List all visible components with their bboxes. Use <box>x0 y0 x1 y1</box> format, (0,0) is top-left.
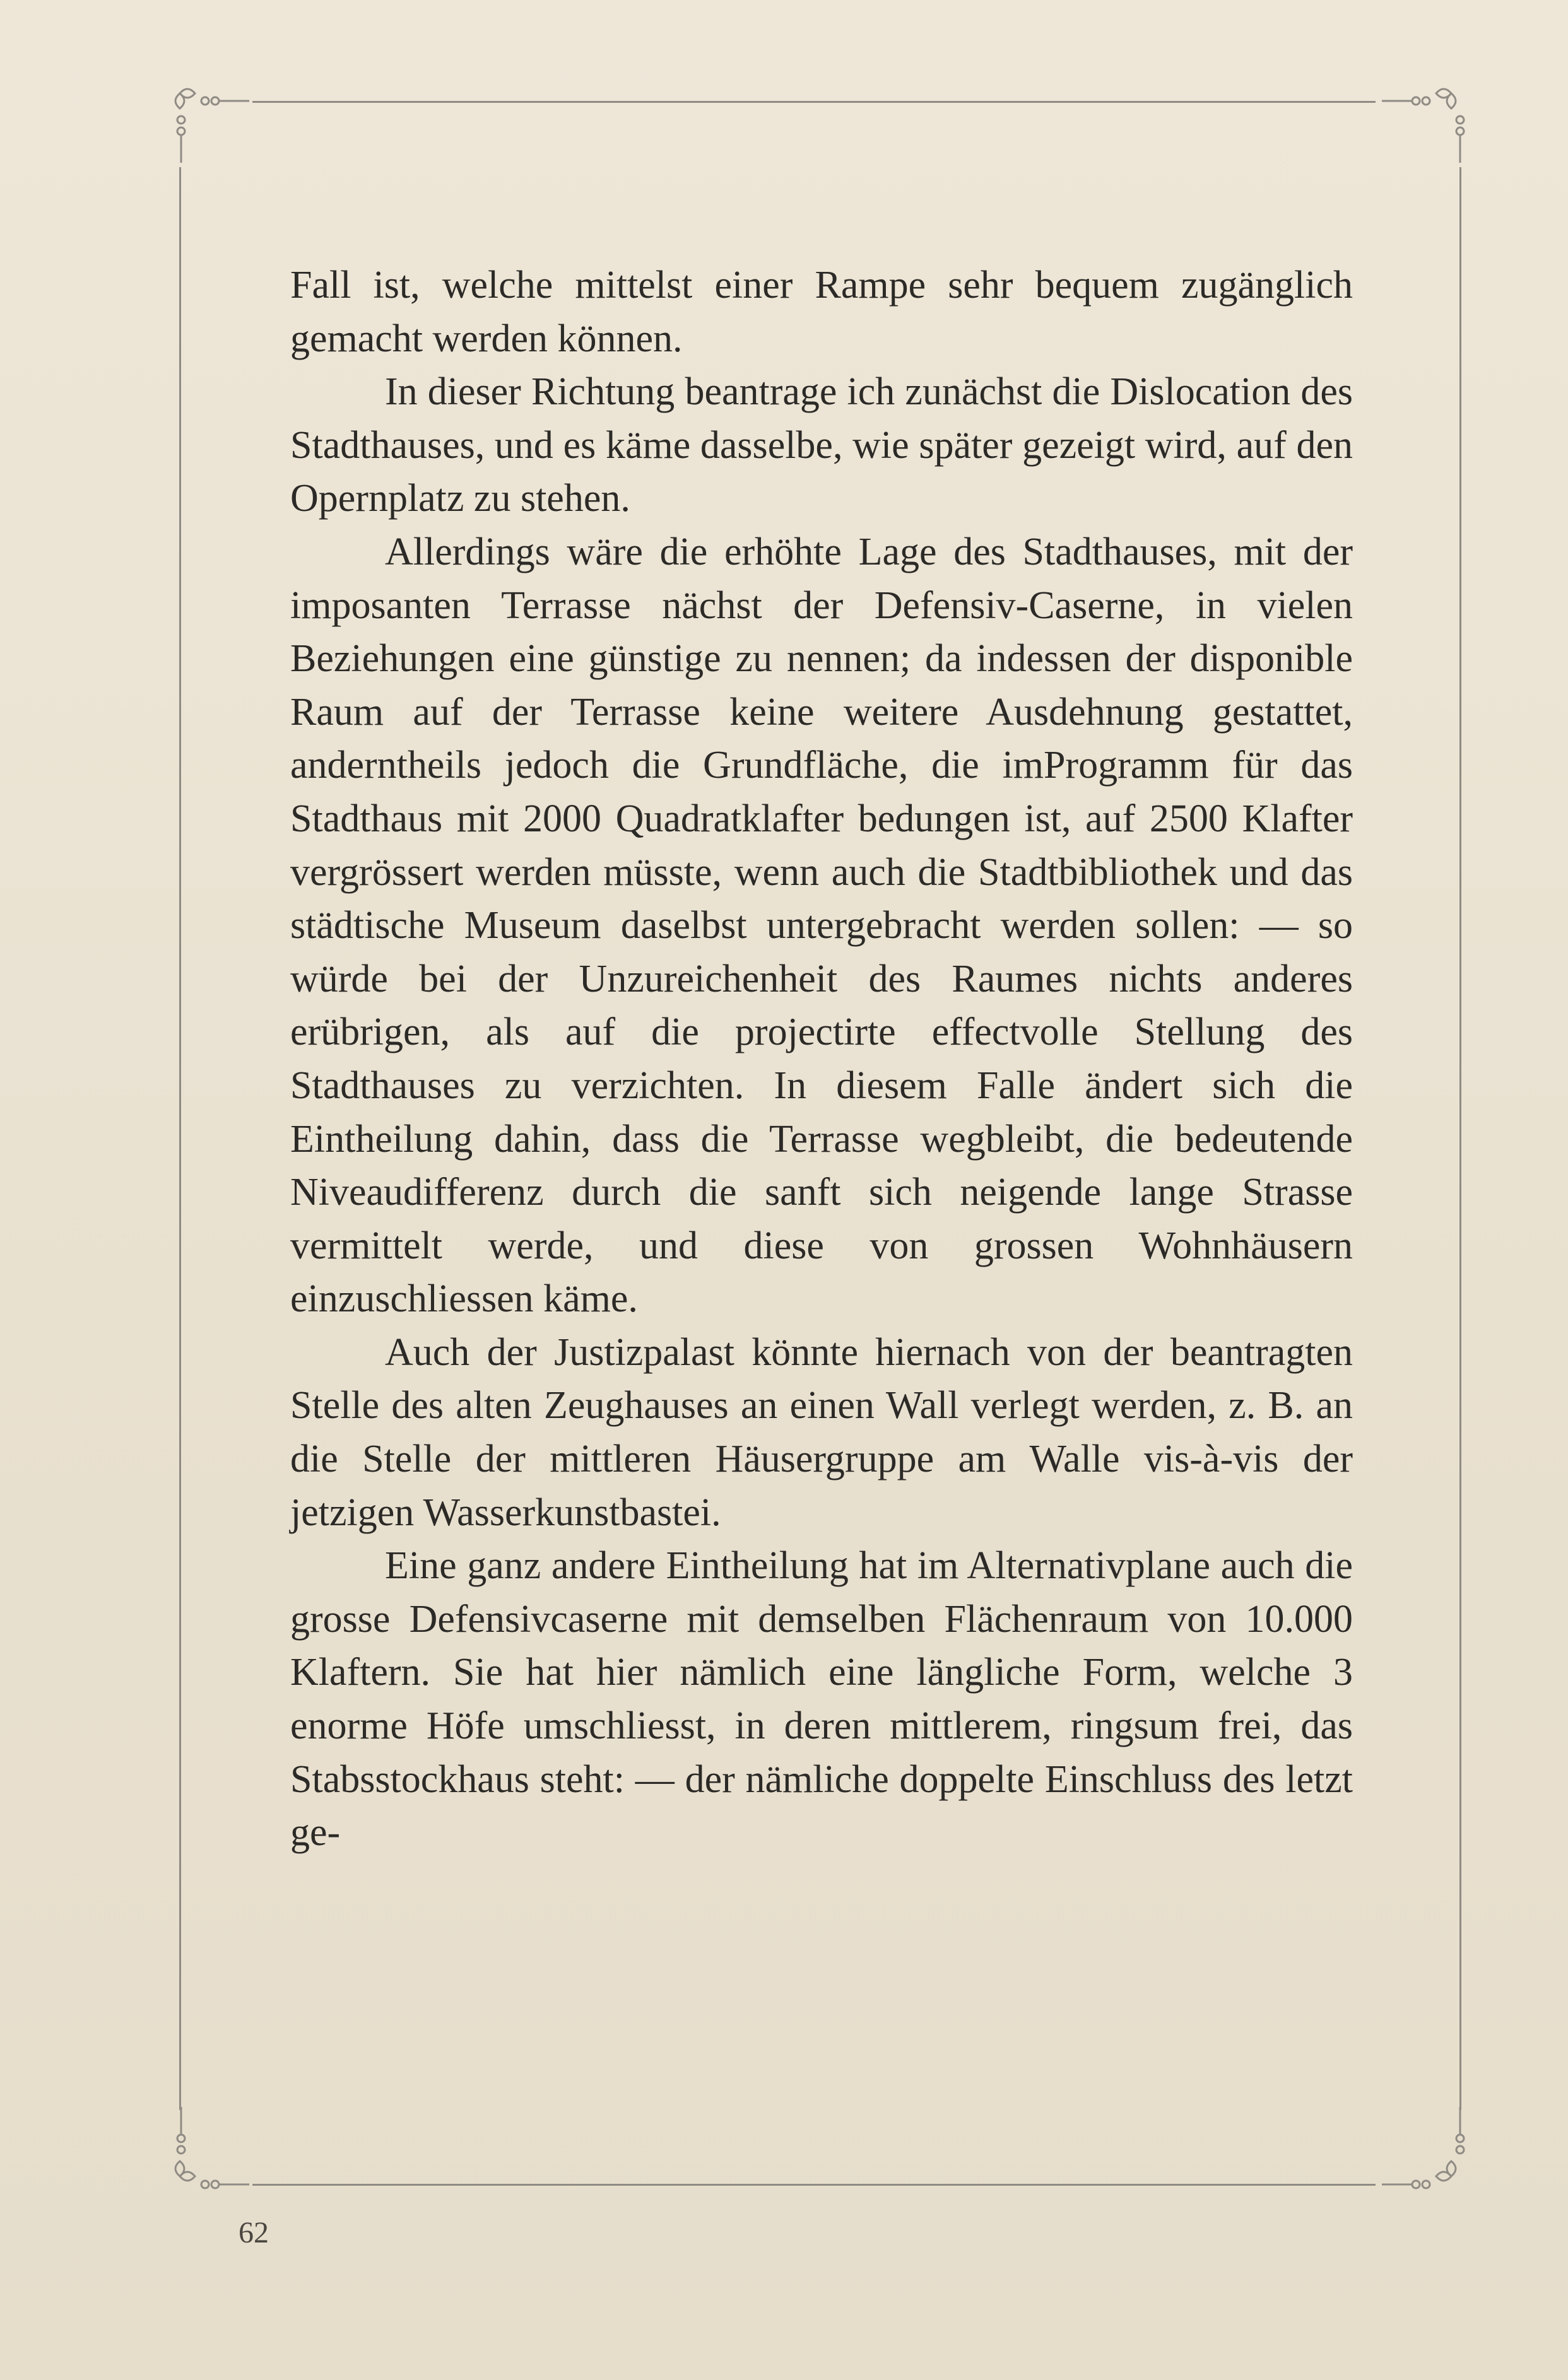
page-body-text <box>290 259 1353 1860</box>
flourish-ornament-icon <box>161 2107 249 2195</box>
page-number: 62 <box>239 2216 269 2249</box>
flourish-ornament-icon <box>161 74 249 163</box>
frame-right-rule <box>1459 167 1461 2110</box>
paragraph-1: Fall ist, welche mittelst einer Rampe sehr bequem zugänglich gemacht werden können. <box>290 264 1353 360</box>
flourish-ornament-icon <box>1382 2107 1470 2195</box>
frame-bottom-rule <box>252 2184 1376 2186</box>
frame-top-rule <box>252 101 1376 103</box>
paragraph-5: Eine ganz andere Eintheilung hat im Alternativplane auch die grosse Defensivcaserne mit demselben Flächenraum von 10.000 Klaftern. Sie hat hier nämlich eine längliche Form, welche 3 enorme Höfe umschliesst, in deren mittlerem, ringsum frei, das Stabsstockhaus steht: — der nämliche doppelte Einschluss des letzt ge- <box>290 1544 1353 1855</box>
paragraph-4: Auch der Justizpalast könnte hiernach von der beantragten Stelle des alten Zeughauses an einen Wall verlegt werden, z. B. an die Stelle der mittleren Häusergruppe am Walle vis-à-vis der jetzigen Wasserkunstbastei. <box>290 1330 1353 1534</box>
flourish-ornament-icon <box>1382 74 1470 163</box>
frame-left-rule <box>179 167 181 2110</box>
paragraph-2: In dieser Richtung beantrage ich zunächst die Dislocation des Stadthauses, und es käme dasselbe, wie später gezeigt wird, auf den Opernplatz zu stehen. <box>290 370 1353 520</box>
paragraph-3: Allerdings wäre die erhöhte Lage des Stadthauses, mit der imposanten Terrasse nächst der Defensiv-Caserne, in vielen Beziehungen eine günstige zu nennen; da indessen der disponible Raum auf der Terrasse keine weitere Ausdehnung gestattet, anderntheils jedoch die Grundfläche, die imProgramm für das Stadthaus mit 2000 Quadratklafter bedungen ist, auf 2500 Klafter vergrössert werden müsste, wenn auch die Stadtbibliothek und das städtische Museum daselbst untergebracht werden sollen: — so würde bei der Unzureichenheit des Raumes nichts anderes erübrigen, als auf die projectirte effectvolle Stellung des Stadthauses zu verzichten. In diesem Falle ändert sich die Eintheilung dahin, dass die Terrasse wegbleibt, die bedeutende Niveaudifferenz durch die sanft sich neigende lange Strasse vermittelt werde, und diese von grossen Wohnhäusern einzuschliessen käme. <box>290 530 1353 1321</box>
